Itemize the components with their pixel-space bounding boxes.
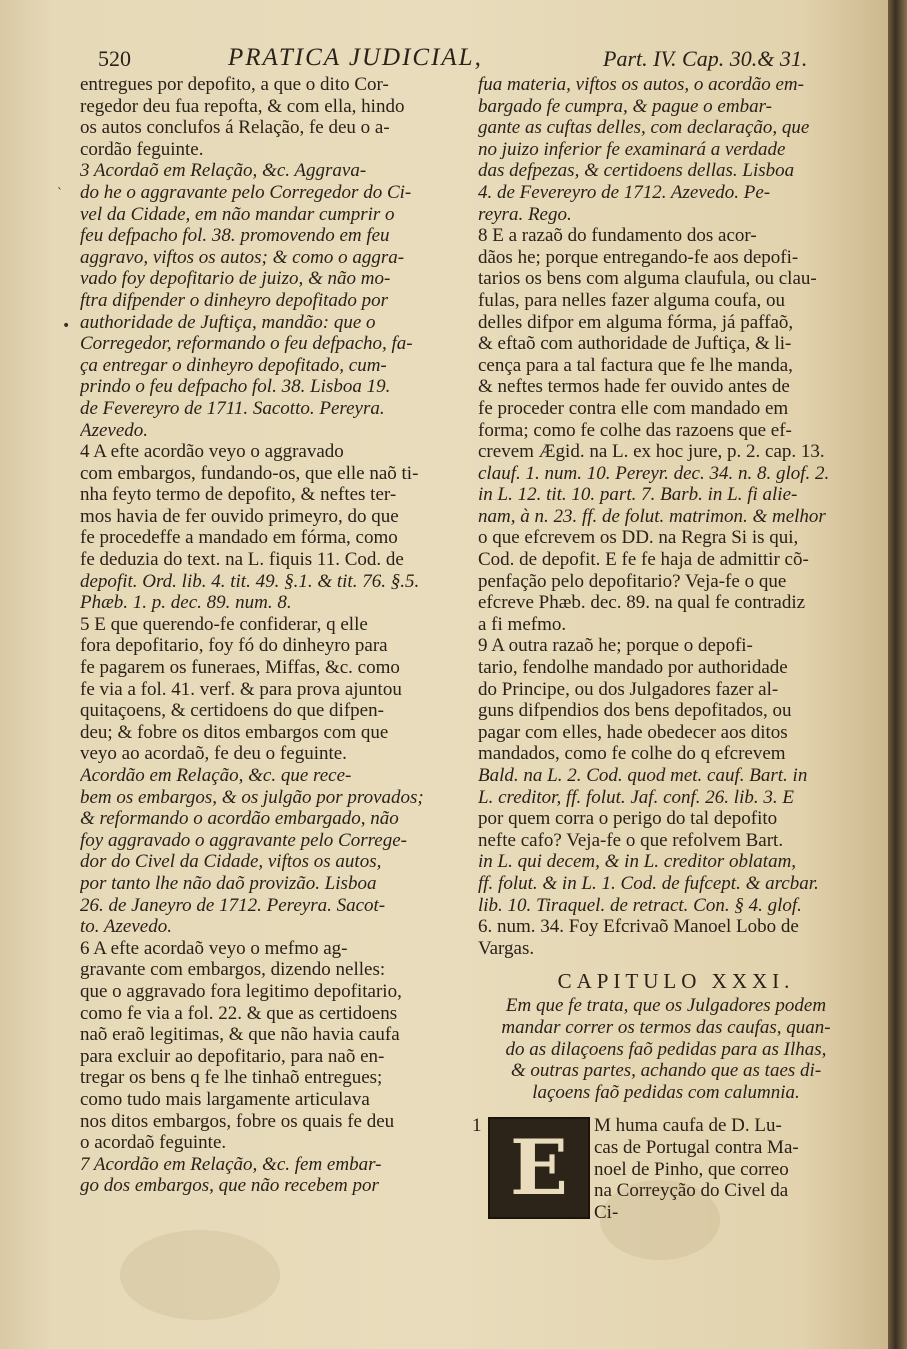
text-line: fe procedeffe a mandado em fórma, como — [80, 527, 398, 549]
text-line: tarios os bens com alguma claufula, ou clau- — [478, 268, 817, 290]
text-line: fe proceder contra elle com mandado em — [478, 397, 789, 419]
text-line: authoridade de Juftiça, mandão: que o — [80, 311, 376, 333]
text-line: & outras partes, achando que as taes di- — [510, 1060, 822, 1082]
text-line: nos ditos embargos, fobre os quais fe deu — [80, 1110, 395, 1132]
text-line: vado foy depofitario de juizo, & não mo- — [80, 268, 391, 290]
drop-cap-letter: E — [510, 1123, 568, 1213]
text-line: forma; como fe colhe das razoens que ef- — [478, 419, 792, 441]
text-line: vel da Cidade, em não mandar cumprir o — [80, 203, 395, 225]
text-line: noel de Pinho, que correo — [594, 1158, 789, 1180]
text-line: das defpezas, & certidoens dellas. Lisboa — [478, 160, 795, 182]
text-line: 8 E a razaõ do fundamento dos acor- — [478, 225, 757, 247]
text-line: nam, à n. 23. ff. de folut. matrimon. & melhor — [478, 505, 826, 527]
text-line: Acordão em Relação, &c. que rece- — [80, 765, 352, 786]
text-line: tregar os bens q fe lhe tinhaõ entregues; — [80, 1067, 383, 1089]
text-line: Bald. na L. 2. Cod. quod met. cauf. Bart. in — [478, 765, 808, 786]
opening-paragraph — [472, 1115, 854, 1225]
text-line: 6 A efte acordaõ veyo o mefmo ag- — [80, 937, 348, 959]
text-line: gravante com embargos, dizendo nelles: — [80, 959, 386, 981]
page-number: 520 — [98, 46, 131, 71]
text-line: in L. qui decem, & in L. creditor oblatam, — [478, 851, 797, 873]
text-line: do he o aggravante pelo Corregedor do Ci- — [80, 181, 412, 203]
text-line: para excluir ao depofitario, para naõ en- — [80, 1045, 385, 1067]
text-line: como fe via a fol. 22. & que as certidoens — [80, 1002, 398, 1024]
text-line: feu defpacho fol. 38. promovendo em feu — [80, 225, 390, 247]
text-line: cença para a tal factura que fe lhe manda, — [478, 354, 793, 376]
text-line: Vargas. — [478, 937, 535, 959]
text-line: reyra. Rego. — [478, 203, 572, 225]
margin-mark: ` — [57, 186, 63, 200]
text-line: crevem Ægid. na L. ex hoc jure, p. 2. cap. 13. — [478, 441, 825, 463]
text-line: M huma caufa de D. Lu- — [594, 1115, 782, 1137]
text-line: to. Azevedo. — [80, 916, 172, 938]
text-line: como tudo mais largamente articulava — [80, 1088, 370, 1110]
text-line: Phæb. 1. p. dec. 89. num. 8. — [80, 592, 292, 614]
text-line: de Fevereyro de 1711. Sacotto. Pereyra. — [80, 397, 385, 419]
text-line: Em que fe trata, que os Julgadores podem — [505, 995, 827, 1017]
text-line: 4. de Fevereyro de 1712. Azevedo. Pe- — [478, 181, 771, 203]
text-line: 9 A outra razaõ he; porque o depofi- — [478, 635, 753, 657]
text-line: 4 A efte acordão veyo o aggravado — [80, 441, 344, 463]
text-line: cordão feguinte. — [80, 138, 204, 160]
text-line: quitaçoens, & certidoens do que difpen- — [80, 700, 384, 722]
text-line: pagar com elles, hade obedecer aos ditos — [478, 721, 788, 743]
text-line: bem os embargos, & os julgão por provados; — [80, 786, 424, 808]
text-line: guns difpendios dos bens depofitados, ou — [478, 700, 792, 722]
text-line: ff. folut. & in L. 1. Cod. de fufcept. & arcbar. — [478, 872, 819, 894]
text-line: a fi mefmo. — [478, 613, 567, 635]
text-line: nefte cafo? Veja-fe o que refolvem Bart. — [478, 829, 784, 851]
text-line: delles difpor em alguma fórma, já paffaõ, — [478, 311, 794, 333]
right-column-text — [478, 74, 854, 959]
text-line: 7 Acordão em Relação, &c. fem embar- — [80, 1153, 382, 1175]
text-line: cas de Portugal contra Ma- — [594, 1136, 799, 1158]
text-line: depofit. Ord. lib. 4. tit. 49. §.1. & tit. 76. §.5. — [80, 570, 420, 592]
text-line: in L. 12. tit. 10. part. 7. Barb. in L. fi alie- — [478, 484, 798, 506]
text-line: do Principe, ou dos Julgadores fazer al- — [478, 678, 779, 700]
text-line: regedor deu fua repofta, & com ella, hindo — [80, 95, 405, 117]
text-line: efcreve Phæb. dec. 89. na qual fe contradiz — [478, 592, 806, 614]
text-line: prindo o feu defpacho fol. 38. Lisboa 19. — [80, 376, 391, 398]
text-line: fua materia, viftos os autos, o acordão em- — [478, 74, 804, 95]
drop-cap-text — [594, 1115, 854, 1223]
text-line: entregues por depofito, a que o dito Cor- — [80, 74, 389, 95]
text-line: aggravo, viftos os autos; & como o aggra- — [80, 246, 405, 268]
text-line: por tanto lhe não daõ provizão. Lisboa — [80, 872, 377, 894]
text-line: mandar correr os termos das caufas, quan- — [501, 1016, 831, 1038]
text-line: no juizo inferior fe examinará a verdade — [478, 138, 786, 160]
text-line: nha feyto termo de depofito, & neftes ter- — [80, 484, 397, 506]
left-column — [80, 74, 462, 1197]
text-line: naõ eraõ legitimas, & que não havia caufa — [80, 1024, 400, 1046]
page-edge — [888, 0, 907, 1349]
text-line: L. creditor, ff. folut. Jaf. conf. 26. lib. 3. E — [478, 786, 794, 808]
text-line: o acordaõ feguinte. — [80, 1132, 227, 1154]
chapter-heading: CAPITULO XXXI. — [557, 969, 795, 994]
running-title: PRATICA JUDICIAL, — [228, 44, 483, 71]
text-line: foy aggravado o aggravante pelo Correge- — [80, 829, 407, 851]
text-line: bargado fe cumpra, & pague o embar- — [478, 95, 772, 117]
text-line: & neftes termos hade fer ouvido antes de — [478, 376, 790, 398]
text-line: por quem corra o perigo do tal depofito — [478, 808, 778, 830]
text-line: gante as cuftas delles, com declaração, que — [478, 117, 810, 139]
text-line: os autos conclufos á Relação, fe deu o a- — [80, 117, 390, 139]
text-line: na Correyção do Civel da — [594, 1180, 789, 1202]
text-line: Ci- — [594, 1201, 619, 1223]
margin-mark: • — [62, 318, 71, 334]
text-line: fe deduzia do text. na L. fiquis 11. Cod. de — [80, 549, 404, 571]
text-line: fe via a fol. 41. verf. & para prova ajuntou — [80, 678, 402, 700]
text-line: veyo ao acordaõ, fe deu o feguinte. — [80, 743, 347, 765]
text-line: deu; & fobre os ditos embargos com que — [80, 721, 389, 743]
text-line: dor do Civel da Cidade, viftos os autos, — [80, 851, 382, 873]
text-line: o que efcrevem os DD. na Regra Si is qui, — [478, 527, 799, 549]
text-line: Cod. de depofit. E fe fe haja de admittir cõ- — [478, 549, 809, 571]
paragraph-number: 1 — [472, 1115, 482, 1137]
page-stain — [120, 1230, 280, 1320]
text-line: ftra difpender o dinheyro depofitado por — [80, 289, 389, 311]
text-line: & reformando o acordão embargado, não — [80, 808, 399, 830]
text-line: fe pagarem os funeraes, Miffas, &c. como — [80, 657, 400, 679]
text-line: mos havia de fer ouvido primeyro, do que — [80, 505, 399, 527]
text-line: laçoens faõ pedidas com calumnia. — [532, 1081, 800, 1103]
text-line: penfação pelo depofitario? Veja-fe o que — [478, 570, 787, 592]
text-line: go dos embargos, que não recebem por — [80, 1175, 379, 1197]
text-line: ça entregar o dinheyro depofitado, cum- — [80, 354, 387, 376]
text-line: fulas, para nelles fazer alguma coufa, ou — [478, 289, 786, 311]
text-line: Azevedo. — [80, 419, 149, 441]
text-line: 5 E que querendo-fe confiderar, q elle — [80, 613, 368, 635]
running-header — [98, 44, 858, 76]
text-line: clauf. 1. num. 10. Pereyr. dec. 34. n. 8. glof. 2. — [478, 462, 830, 484]
text-line: mandados, como fe colhe do q efcrevem — [478, 743, 786, 765]
running-subtitle: Part. IV. Cap. 30.& 31. — [603, 46, 808, 71]
text-line: fora depofitario, foy fó do dinheyro para — [80, 635, 388, 657]
text-line: 3 Acordaõ em Relação, &c. Aggrava- — [80, 160, 367, 182]
right-column — [472, 74, 854, 1225]
text-line: Corregedor, reformando o feu defpacho, fa- — [80, 333, 413, 355]
text-line: 26. de Janeyro de 1712. Pereyra. Sacot- — [80, 894, 386, 916]
text-line: dãos he; porque entregando-fe aos depofi- — [478, 246, 799, 268]
text-line: com embargos, fundando-os, que elle naõ ti- — [80, 462, 419, 484]
text-line: & eftaõ com authoridade de Juftiça, & li- — [478, 333, 792, 355]
text-line: que o aggravado fora legitimo depofitario, — [80, 980, 402, 1002]
chapter-subtitle — [478, 995, 854, 1103]
text-line: lib. 10. Tiraquel. de retract. Con. § 4. glof. — [478, 894, 802, 916]
drop-cap-ornament — [488, 1117, 590, 1219]
text-line: tario, fendolhe mandado por authoridade — [478, 657, 788, 679]
text-line: do as dilaçoens faõ pedidas para as Ilhas, — [505, 1038, 827, 1060]
text-line: 6. num. 34. Foy Efcrivaõ Manoel Lobo de — [478, 916, 799, 938]
